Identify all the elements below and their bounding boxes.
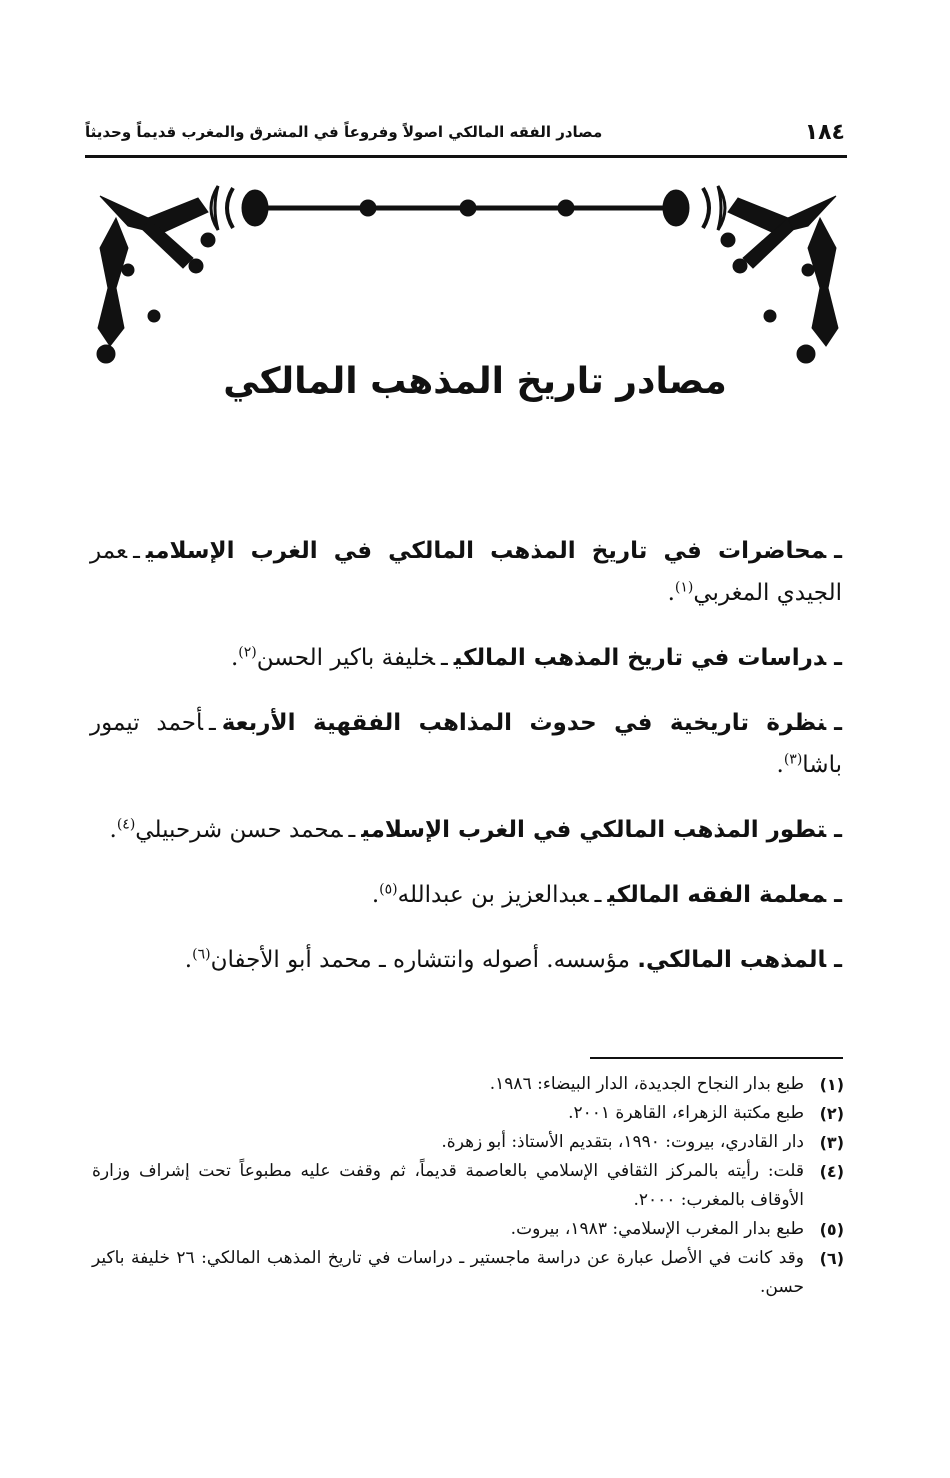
footnote-number: (١) <box>819 1075 844 1094</box>
footnote-text: وقد كانت في الأصل عبارة عن دراسة ماجستير ـ دراسات في تاريخ المذهب المالكي: ٢٦ خليفة باكير حسن. <box>92 1248 804 1297</box>
entry-author: عبدالعزيز بن عبدالله <box>397 882 589 908</box>
footnote-ref: (٥) <box>379 881 398 898</box>
entry-title: دراسات في تاريخ المذهب المالكي <box>453 645 827 671</box>
entry-author: مؤسسه. أصوله وانتشاره ـ محمد أبو الأجفان <box>210 947 630 973</box>
entry-title: محاضرات في تاريخ المذهب المالكي في الغرب الإسلامي <box>145 538 827 564</box>
entry-title: المذهب المالكي. <box>637 947 827 973</box>
footnote-number: (٦) <box>819 1249 844 1268</box>
page-number: ١٨٤ <box>804 119 845 145</box>
running-header <box>85 112 845 152</box>
footnote-number: (٣) <box>819 1133 844 1152</box>
footnote-number: (٤) <box>819 1162 844 1181</box>
footnote-ref: (٣) <box>783 751 803 768</box>
running-book-title: مصادر الفقه المالكي اصولاً وفروعاً في المشرق والمغرب قديماً وحديثاً <box>85 123 603 141</box>
footnote <box>92 1244 844 1302</box>
footnote-separator <box>590 1057 843 1059</box>
bibliography-entry: ـتطور المذهب المالكي في الغرب الإسلاميـمحمد حسن شرحبيلي$^{(٤)}$. <box>109 816 842 843</box>
entry-dash: ـ <box>834 710 842 736</box>
entry-dash: ـ <box>834 947 842 973</box>
entry-author: محمد حسن شرحبيلي <box>135 817 343 843</box>
footnote <box>92 1099 844 1128</box>
footnote-ref: (٢) <box>238 644 257 661</box>
bibliography-entry: ـنظرة تاريخية في حدوث المذاهب الفقهية الأربعةـأحمد تيمور باشا$^{(٣)}$. <box>90 710 842 778</box>
entry-separator: ـ <box>348 817 356 843</box>
entry-dash: ـ <box>834 882 842 908</box>
footnote-number: (٢) <box>819 1104 844 1123</box>
bibliography-entry: ـمعلمة الفقه المالكيـعبدالعزيز بن عبدالله$^{(٥)}$. <box>371 881 842 908</box>
footnote <box>92 1128 844 1157</box>
footnotes <box>92 1070 844 1302</box>
footnote <box>92 1070 844 1099</box>
entry-dash: ـ <box>834 817 842 843</box>
footnote <box>92 1215 844 1244</box>
footnote-ref: (٤) <box>116 816 136 833</box>
entry-author: أحمد تيمور باشا <box>90 710 842 778</box>
decorative-ornament-frame <box>88 178 848 368</box>
footnote <box>92 1157 844 1215</box>
section-title: مصادر تاريخ المذهب المالكي <box>223 361 727 402</box>
footnote-text: قلت: رأيته بالمركز الثقافي الإسلامي بالعاصمة قديماً، ثم وقفت عليه مطبوعاً تحت إشراف وزارة الأوقاف بالمغرب: ٢٠٠٠. <box>92 1161 804 1210</box>
entry-author: خليفة باكير الحسن <box>256 645 436 671</box>
bibliography-entry: ـالمذهب المالكي. مؤسسه. أصوله وانتشاره ـ محمد أبو الأجفان$^{(٦)}$. <box>184 946 842 973</box>
entry-separator: ـ <box>441 645 448 671</box>
bibliography-entry: ـدراسات في تاريخ المذهب المالكيـخليفة باكير الحسن$^{(٢)}$. <box>230 644 842 671</box>
entry-separator: ـ <box>133 538 140 564</box>
footnote-ref: (٦) <box>192 946 211 963</box>
footnote-number: (٥) <box>819 1220 844 1239</box>
footnote-text: دار القادري، بيروت: ١٩٩٠، بتقديم الأستاذ: أبو زهرة. <box>441 1132 804 1152</box>
entry-title: نظرة تاريخية في حدوث المذاهب الفقهية الأربعة <box>221 710 827 736</box>
entry-separator: ـ <box>594 882 602 908</box>
footnote-text: طبع مكتبة الزهراء، القاهرة ٢٠٠١. <box>568 1103 804 1123</box>
bibliography-entry: ـمحاضرات في تاريخ المذهب المالكي في الغرب الإسلاميـعمر الجيدي المغربي$^{(١)}$. <box>90 538 842 606</box>
footnote-ref: (١) <box>674 579 694 596</box>
bibliography-list <box>90 530 842 1004</box>
header-rule <box>85 155 847 158</box>
entry-title: تطور المذهب المالكي في الغرب الإسلامي <box>361 817 827 843</box>
entry-separator: ـ <box>208 710 216 736</box>
entry-dash: ـ <box>834 645 842 671</box>
entry-title: معلمة الفقه المالكي <box>607 882 827 908</box>
footnote-text: طبع بدار النجاح الجديدة، الدار البيضاء: ١٩٨٦. <box>489 1074 804 1094</box>
entry-dash: ـ <box>834 538 842 564</box>
footnote-text: طبع بدار المغرب الإسلامي: ١٩٨٣، بيروت. <box>510 1219 804 1239</box>
entry-author: عمر الجيدي المغربي <box>90 538 842 606</box>
